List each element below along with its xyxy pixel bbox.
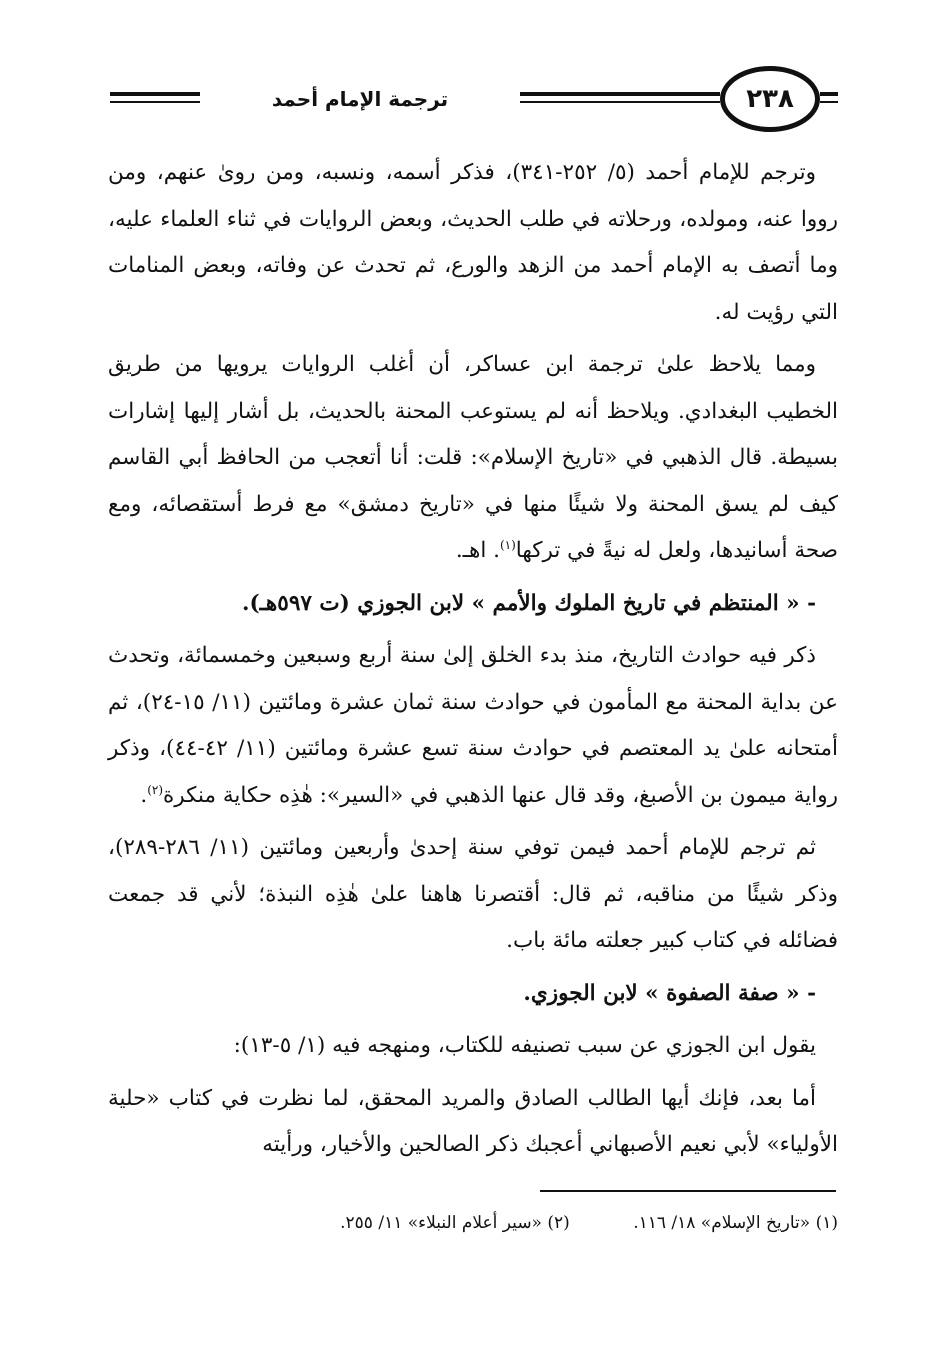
header-rule-middle <box>520 92 720 96</box>
paragraph: وترجم للإمام أحمد (٥/ ٢٥٢-٣٤١)، فذكر أسمه، ونسبه، ومن روىٰ عنهم، ومن رووا عنه، ومولده، ورحلاته في طلب الحديث، وبعض الروايات في ثناء العلماء عليه، وما أتصف به الإمام أحمد من الزهد والورع، ثم تحدث عن وفاته، وبعض المنامات التي رؤيت له. <box>108 160 838 325</box>
paragraph <box>108 633 838 819</box>
book-heading: - « صفة الصفوة » لابن الجوزي. <box>523 980 816 1006</box>
main-text <box>108 150 838 1175</box>
running-title: ترجمة الإمام أحمد <box>271 87 449 111</box>
paragraph-text: ذكر فيه حوادث التاريخ، منذ بدء الخلق إلىٰ سنة أربع وسبعين وخمسمائة، وتحدث عن بداية المحنة مع المأمون في حوادث سنة ثمان عشرة ومائتين (١١/ ١٥-٢٤)، ثم أمتحانه علىٰ يد المعتصم في حوادث سنة تسع عشرة ومائتين (١١/ ٤٢-٤٤)، وذكر رواية ميمون بن الأصبغ، وقد قال عنها الذهبي في «السير»: هٰذِه حكاية منكرة <box>108 643 838 808</box>
header-rule-middle-lower <box>520 101 720 103</box>
paragraph-tail: . <box>140 782 148 808</box>
book-heading: - « المنتظم في تاريخ الملوك والأمم » لابن الجوزي (ت ٥٩٧هـ). <box>241 590 816 616</box>
paragraph: يقول ابن الجوزي عن سبب تصنيفه للكتاب، ومنهجه فيه (١/ ٥-١٣): <box>233 1033 816 1058</box>
paragraph: أما بعد، فإنك أيها الطالب الصادق والمريد المحقق، لما نظرت في كتاب «حلية الأولياء» لأبي نعيم الأصبهاني أعجبك ذكر الصالحين والأخيار، ورأيته <box>108 1085 838 1157</box>
footnote-ref: (١) <box>499 537 516 552</box>
footnote-ref: (٢) <box>147 782 164 797</box>
header-rule-right-lower <box>820 101 838 103</box>
page-number: ٢٣٨ <box>720 66 820 132</box>
header-rule-left-lower <box>110 101 200 103</box>
header-rule-right <box>820 92 838 96</box>
page-header <box>0 0 949 140</box>
paragraph: ثم ترجم للإمام أحمد فيمن توفي سنة إحدىٰ وأربعين ومائتين (١١/ ٢٨٦-٢٨٩)، وذكر شيئًا من مناقبه، ثم قال: أقتصرنا هاهنا علىٰ هٰذِه النبذة؛ لأني قد جمعت فضائله في كتاب كبير جعلته مائة باب. <box>108 835 838 953</box>
footnote-separator <box>540 1190 836 1192</box>
paragraph-text: ومما يلاحظ علىٰ ترجمة ابن عساكر، أن أغلب الروايات يرويها من طريق الخطيب البغدادي. ويلاحظ أنه لم يستوعب المحنة بالحديث، بل أشار إليها إشارات بسيطة. قال الذهبي في «تاريخ الإسلام»: قلت: أنا أتعجب من الحافظ أبي القاسم كيف لم يسق المحنة ولا شيئًا منها في «تاريخ دمشق» مع فرط أستقصائه، ومع صحة أسانيدها، ولعل له نيةً في تركها <box>108 352 838 563</box>
header-rule-left <box>110 92 200 96</box>
paragraph-tail: . اهـ. <box>455 538 500 563</box>
footnote: (٢) «سير أعلام النبلاء» ١١/ ٢٥٥. <box>340 1213 570 1233</box>
footnote: (١) «تاريخ الإسلام» ١٨/ ١١٦. <box>633 1213 838 1233</box>
paragraph <box>108 342 838 575</box>
footnotes <box>108 1206 838 1246</box>
